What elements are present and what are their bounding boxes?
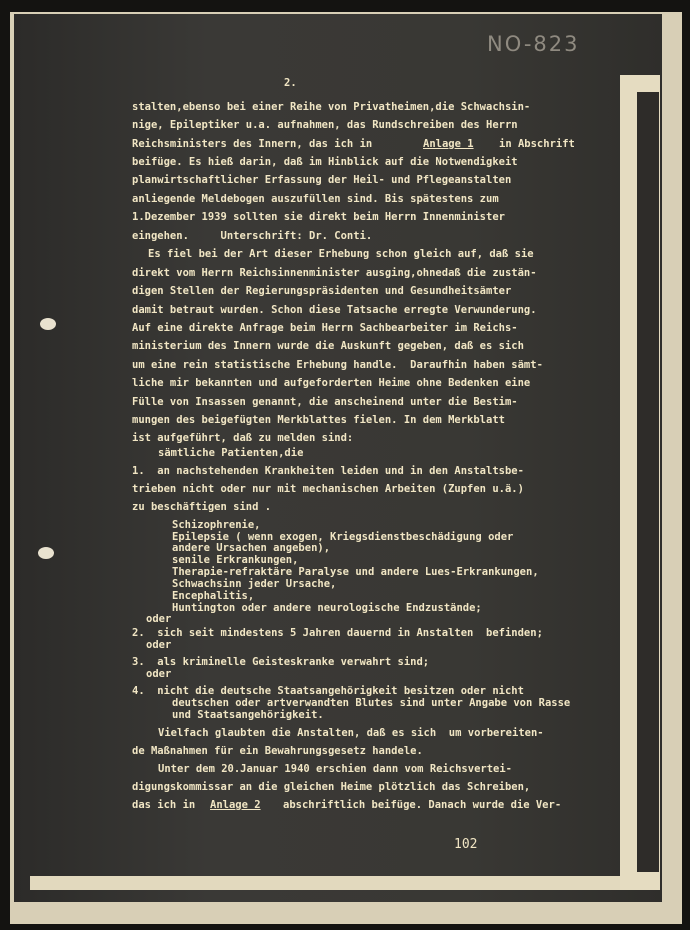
text-line: liche mir bekannten und aufgeforderten Heime ohne Bedenken eine [132,377,531,389]
text-line: digen Stellen der Regierungspräsidenten und Gesundheitsämter [132,285,512,297]
list-item-1: 1. an nachstehenden Krankheiten leiden und in den Anstaltsbe- [132,465,524,477]
text-line: eingehen. Unterschrift: Dr. Conti. [132,230,373,242]
text-line: ist aufgeführt, daß zu melden sind: [132,432,354,444]
text-line: mungen des beigefügten Merkblattes fielen. In dem Merkblatt [132,414,505,426]
text-line: und Staatsangehörigkeit. [172,709,324,721]
text-line: damit betraut wurden. Schon diese Tatsache erregte Verwunderung. [132,304,537,316]
disease-item: Huntington oder andere neurologische Endzustände; [172,602,482,614]
text-line: Unter dem 20.Januar 1940 erschien dann vom Reichsvertei- [158,763,513,775]
or-connector: oder [146,639,172,651]
attachment-1-link: Anlage 1 [423,138,474,150]
page-number-bottom: 102 [454,837,478,852]
text-line: planwirtschaftlicher Erfassung der Heil- und Pflegeanstalten [132,174,512,186]
text-line: das ich in [132,799,196,811]
text-line: ministerium des Innern wurde die Auskunft gegeben, daß es sich [132,340,524,352]
text-line: Reichsministers des Innern, das ich in [132,138,373,150]
text-line: trieben nicht oder nur mit mechanischen Arbeiten (Zupfen u.ä.) [132,483,524,495]
text-line: Fülle von Insassen genannt, die anscheinend unter die Bestim- [132,396,518,408]
disease-item: andere Ursachen angeben), [172,542,331,554]
page-number-top: 2. [284,77,297,89]
text-line: abschriftlich beifüge. Danach wurde die Ver- [283,799,562,811]
text-line: Auf eine direkte Anfrage beim Herrn Sachbearbeiter im Reichs- [132,322,518,334]
text-line: stalten,ebenso bei einer Reihe von Privatheimen,die Schwachsin- [132,101,531,113]
disease-item: Epilepsie ( wenn exogen, Kriegsdienstbeschädigung oder [172,531,514,543]
list-item-4: 4. nicht die deutsche Staatsangehörigkeit besitzen oder nicht [132,685,524,697]
reference-number: NO-823 [487,32,580,56]
disease-item: Encephalitis, [172,590,255,602]
text-line: zu beschäftigen sind . [132,501,272,513]
text-line: um eine rein statistische Erhebung handle. Daraufhin haben sämt- [132,359,543,371]
disease-item: Schwachsinn jeder Ursache, [172,578,337,590]
text-line: anliegende Meldebogen auszufüllen sind. Bis spätestens zum [132,193,499,205]
text-line: sämtliche Patienten,die [158,447,304,459]
text-line: deutschen oder artverwandten Blutes sind unter Angabe von Rasse [172,697,571,709]
or-connector: oder [146,613,172,625]
text-line: Vielfach glaubten die Anstalten, daß es sich um vorbereiten- [158,727,544,739]
text-line: digungskommissar an die gleichen Heime plötzlich das Schreiben, [132,781,531,793]
text-line: de Maßnahmen für ein Bewahrungsgesetz handele. [132,745,423,757]
text-line: nige, Epileptiker u.a. aufnahmen, das Rundschreiben des Herrn [132,119,518,131]
disease-item: Therapie-refraktäre Paralyse und andere Lues-Erkrankungen, [172,566,539,578]
text-line: 1.Dezember 1939 sollten sie direkt beim Herrn Innenminister [132,211,505,223]
list-item-2: 2. sich seit mindestens 5 Jahren dauernd in Anstalten befinden; [132,627,543,639]
list-item-3: 3. als kriminelle Geisteskranke verwahrt sind; [132,656,430,668]
disease-item: Schizophrenie, [172,519,261,531]
or-connector: oder [146,668,172,680]
text-line: beifüge. Es hieß darin, daß im Hinblick auf die Notwendigkeit [132,156,518,168]
disease-item: senile Erkrankungen, [172,554,299,566]
text-line: Es fiel bei der Art dieser Erhebung schon gleich auf, daß sie [148,248,534,260]
text-line: direkt vom Herrn Reichsinnenminister ausging,ohnedaß die zustän- [132,267,537,279]
attachment-2-link: Anlage 2 [210,799,261,811]
text-line: in Abschrift [499,138,575,150]
